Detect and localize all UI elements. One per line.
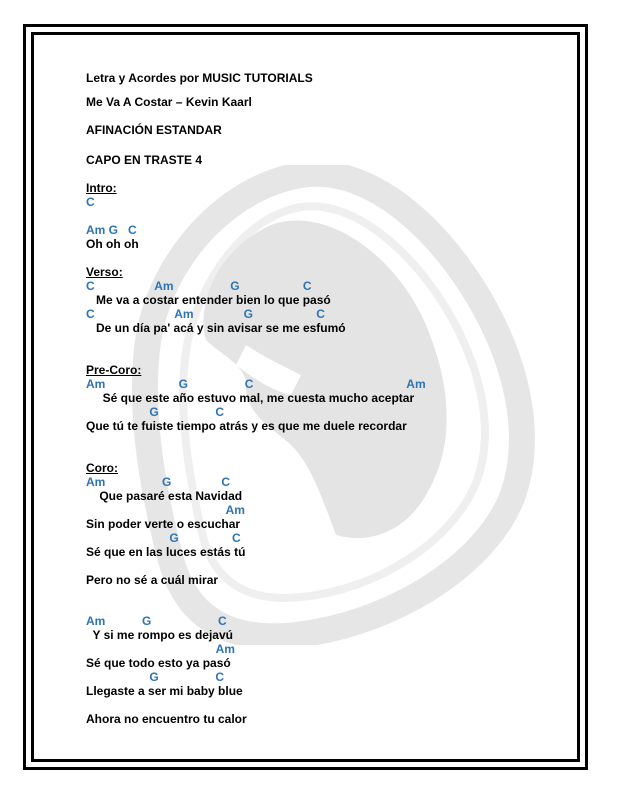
chord-line: G C bbox=[86, 531, 241, 545]
lyric-line: Me va a costar entender bien lo que pasó bbox=[86, 293, 331, 307]
chord-line: C Am G C bbox=[86, 307, 325, 321]
section-heading: Coro: bbox=[86, 461, 118, 475]
chord-line: Am bbox=[86, 503, 245, 517]
chord-line: C Am G C bbox=[86, 279, 312, 293]
lyric-line: Sé que en las luces estás tú bbox=[86, 545, 246, 559]
lyric-line: Ahora no encuentro tu calor bbox=[86, 712, 247, 726]
credit-line: Letra y Acordes por MUSIC TUTORIALS bbox=[86, 71, 313, 85]
section-heading: Pre-Coro: bbox=[86, 363, 142, 377]
lyric-line: Que pasaré esta Navidad bbox=[86, 489, 243, 503]
chord-line: G C bbox=[86, 670, 225, 684]
lyric-line: Llegaste a ser mi baby blue bbox=[86, 684, 243, 698]
chord-line: Am G C bbox=[86, 223, 137, 237]
chord-line: Am G C bbox=[86, 475, 231, 489]
chord-line: Am G C bbox=[86, 614, 227, 628]
lyric-line: Sé que todo esto ya pasó bbox=[86, 656, 231, 670]
lyric-line: Oh oh oh bbox=[86, 237, 139, 251]
chord-line: Am G C Am bbox=[86, 377, 426, 391]
lyric-line: Sé que este año estuvo mal, me cuesta mucho aceptar bbox=[86, 391, 415, 405]
lyric-line: Que tú te fuiste tiempo atrás y es que me duele recordar bbox=[86, 419, 407, 433]
song-title: Me Va A Costar – Kevin Kaarl bbox=[86, 95, 252, 109]
chord-line: G C bbox=[86, 405, 225, 419]
lyric-line: Sin poder verte o escuchar bbox=[86, 517, 241, 531]
lyric-line: De un día pa' acá y sin avisar se me esfumó bbox=[86, 321, 346, 335]
chord-line: C bbox=[86, 195, 95, 209]
lyric-line: Y si me rompo es dejavú bbox=[86, 628, 233, 642]
section-heading: Verso: bbox=[86, 265, 123, 279]
section-heading: Intro: bbox=[86, 181, 117, 195]
chord-line: Am bbox=[86, 642, 235, 656]
capo-label: CAPO EN TRASTE 4 bbox=[86, 153, 203, 167]
tuning-label: AFINACIÓN ESTANDAR bbox=[86, 123, 222, 137]
lyric-line: Pero no sé a cuál mirar bbox=[86, 573, 219, 587]
